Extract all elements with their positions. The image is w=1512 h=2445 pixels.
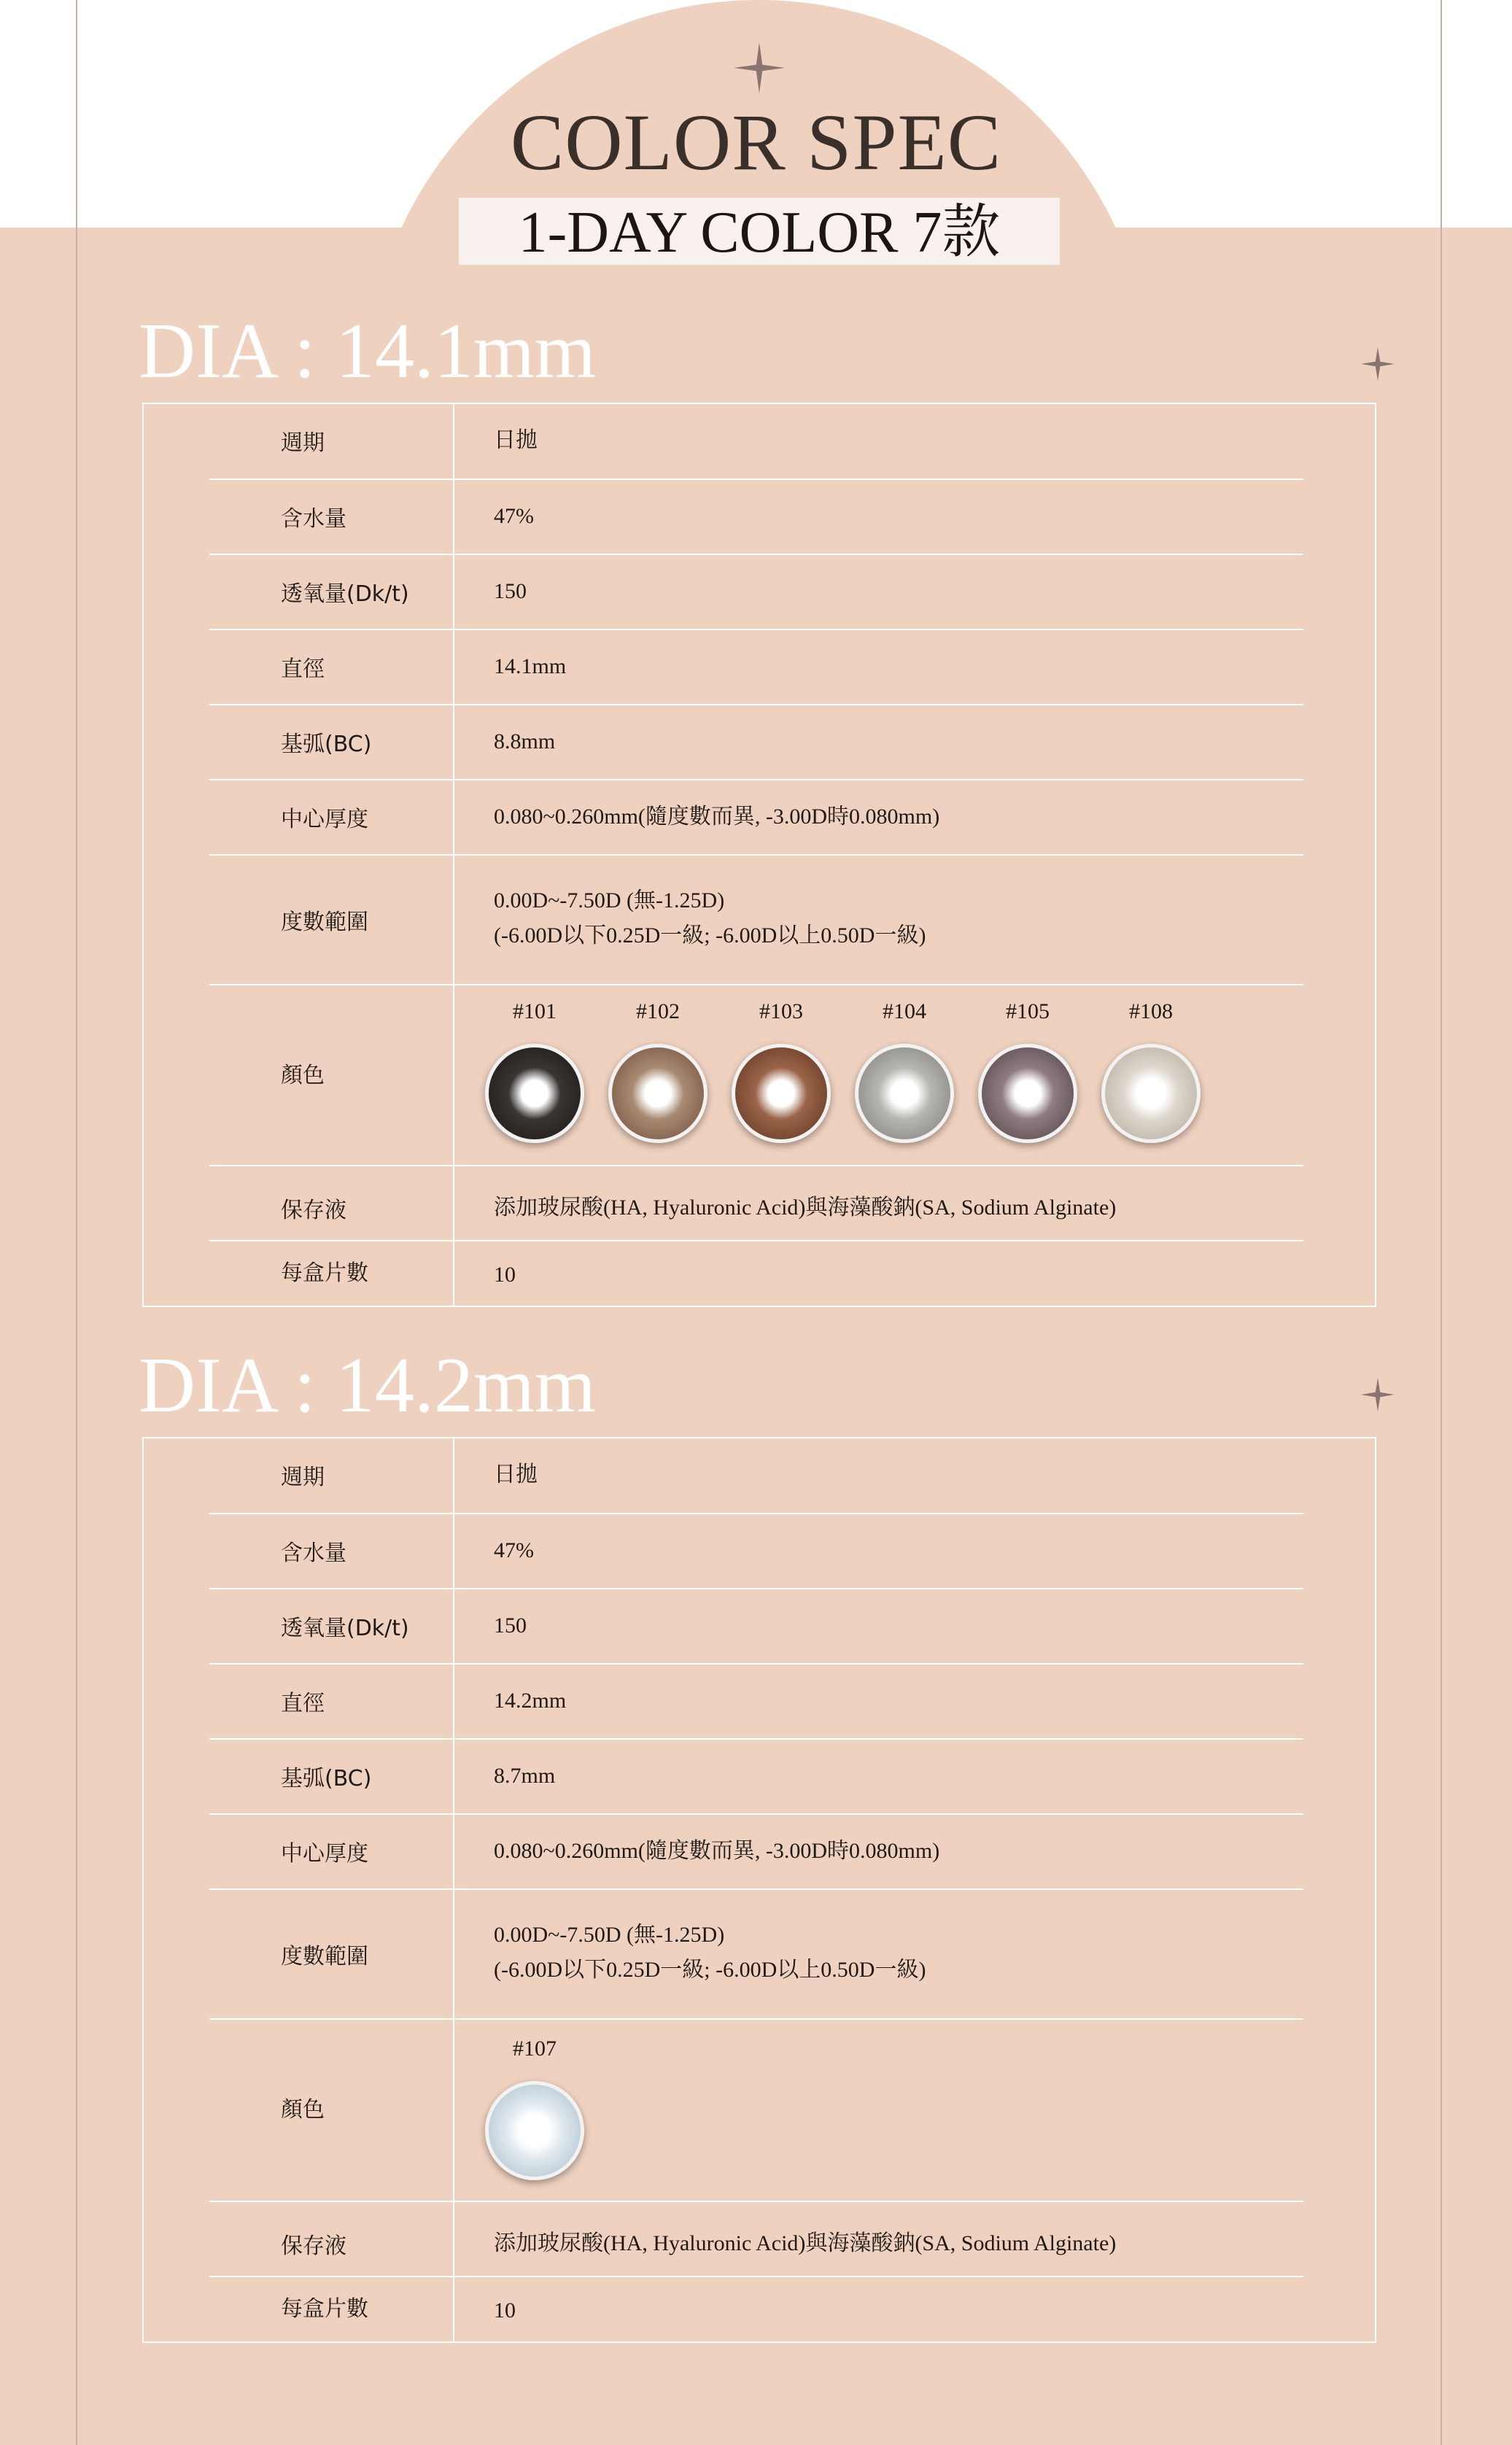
- spec-value: 日拋: [494, 1462, 538, 1487]
- spec-row-solution: [209, 2202, 1303, 2277]
- spec-label: 含水量: [281, 506, 346, 532]
- sparkle-icon: [1361, 347, 1395, 381]
- left-border-line: [76, 0, 77, 2445]
- spec-label: 每盒片數: [281, 1260, 368, 1286]
- spec-label: 基弧(BC): [281, 732, 372, 757]
- spec-row-cycle: [209, 1438, 1303, 1514]
- spec-value: 添加玻尿酸(HA, Hyaluronic Acid)與海藻酸鈉(SA, Sodium Alginate): [494, 1196, 1117, 1220]
- spec-row-count: [209, 1241, 1303, 1306]
- spec-row-color: [209, 985, 1303, 1166]
- spec-label: 透氧量(Dk/t): [281, 1616, 409, 1641]
- color-swatch: [846, 999, 963, 1143]
- spec-value: 150: [494, 1613, 527, 1638]
- lens-swatch: [978, 1044, 1077, 1143]
- color-swatch: [476, 999, 593, 1143]
- color-code: #102: [636, 999, 680, 1023]
- spec-value: 0.080~0.260mm(隨度數而異, -3.00D時0.080mm): [494, 805, 940, 829]
- spec-table: [142, 403, 1376, 1307]
- color-swatch: [723, 999, 840, 1143]
- spec-label: 直徑: [281, 656, 325, 682]
- spec-label: 透氧量(Dk/t): [281, 581, 409, 607]
- spec-value: 14.2mm: [494, 1689, 567, 1713]
- spec-label: 保存液: [281, 1198, 346, 1223]
- spec-value: 0.080~0.260mm(隨度數而異, -3.00D時0.080mm): [494, 1839, 940, 1863]
- spec-value: 添加玻尿酸(HA, Hyaluronic Acid)與海藻酸鈉(SA, Sodium Alginate): [494, 2231, 1117, 2255]
- spec-value: 150: [494, 579, 527, 603]
- spec-label: 中心厚度: [281, 807, 368, 832]
- spec-label: 度數範圍: [281, 1944, 368, 1969]
- sparkle-icon: [734, 42, 785, 93]
- spec-label: 每盒片數: [281, 2296, 368, 2322]
- spec-value: 8.8mm: [494, 729, 556, 753]
- spec-value: 47%: [494, 1538, 534, 1562]
- color-swatch: [600, 999, 716, 1143]
- spec-value: (-6.00D以下0.25D一級; -6.00D以上0.50D一級): [494, 1958, 926, 1982]
- spec-label: 顏色: [281, 1063, 325, 1088]
- spec-label: 直徑: [281, 1691, 325, 1716]
- color-code: #104: [883, 999, 926, 1023]
- lens-swatch: [1101, 1044, 1201, 1143]
- spec-row-thickness: [209, 1815, 1303, 1890]
- spec-value: 0.00D~-7.50D (無-1.25D): [494, 888, 725, 912]
- spec-label: 中心厚度: [281, 1841, 368, 1867]
- spec-row-water: [209, 1514, 1303, 1589]
- spec-row-cycle: [209, 404, 1303, 480]
- lens-swatch: [855, 1044, 954, 1143]
- color-swatch: [476, 2036, 593, 2180]
- spec-row-power: [209, 1890, 1303, 2020]
- page-title: COLOR SPEC: [510, 98, 1002, 187]
- spec-label: 保存液: [281, 2233, 346, 2259]
- spec-value: (-6.00D以下0.25D一級; -6.00D以上0.50D一級): [494, 923, 926, 948]
- color-code: #101: [513, 999, 557, 1023]
- dia-heading: DIA : 14.2mm: [139, 1342, 597, 1429]
- spec-label: 基弧(BC): [281, 1766, 372, 1791]
- lens-swatch: [485, 2081, 584, 2180]
- spec-value: 47%: [494, 504, 534, 528]
- spec-label: 週期: [281, 430, 325, 456]
- spec-row-oxygen: [209, 555, 1303, 630]
- spec-value: 10: [494, 2298, 516, 2322]
- color-swatch: [1093, 999, 1209, 1143]
- dia-heading: DIA : 14.1mm: [139, 308, 597, 395]
- spec-value: 0.00D~-7.50D (無-1.25D): [494, 1923, 725, 1947]
- spec-row-diameter: [209, 1665, 1303, 1740]
- spec-row-color: [209, 2020, 1303, 2202]
- spec-label: 度數範圍: [281, 910, 368, 935]
- spec-value: 10: [494, 1263, 516, 1287]
- color-code: #105: [1006, 999, 1050, 1023]
- spec-row-solution: [209, 1166, 1303, 1241]
- spec-value: 14.1mm: [494, 654, 567, 678]
- spec-value: 日拋: [494, 428, 538, 452]
- page-subtitle: 1-DAY COLOR 7款: [459, 198, 1060, 265]
- spec-row-base-curve: [209, 705, 1303, 780]
- spec-label: 顏色: [281, 2097, 325, 2123]
- right-border-line: [1441, 0, 1442, 2445]
- spec-row-diameter: [209, 630, 1303, 705]
- spec-row-count: [209, 2277, 1303, 2341]
- spec-row-oxygen: [209, 1589, 1303, 1665]
- color-code: #103: [759, 999, 803, 1023]
- spec-row-thickness: [209, 780, 1303, 856]
- lens-swatch: [732, 1044, 831, 1143]
- spec-label: 含水量: [281, 1541, 346, 1566]
- color-code: #107: [513, 2037, 557, 2061]
- lens-swatch: [608, 1044, 707, 1143]
- spec-row-water: [209, 480, 1303, 555]
- spec-label: 週期: [281, 1465, 325, 1490]
- spec-value: 8.7mm: [494, 1764, 556, 1788]
- sparkle-icon: [1361, 1378, 1395, 1411]
- color-swatch: [969, 999, 1086, 1143]
- spec-row-base-curve: [209, 1740, 1303, 1815]
- spec-table: [142, 1437, 1376, 2343]
- color-code: #108: [1129, 999, 1173, 1023]
- lens-swatch: [485, 1044, 584, 1143]
- spec-row-power: [209, 856, 1303, 985]
